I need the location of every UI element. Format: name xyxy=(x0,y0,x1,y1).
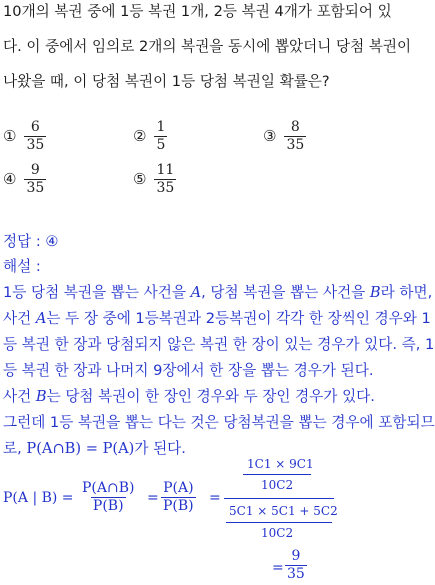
numerator: 1 xyxy=(156,119,166,135)
formula-equals: = xyxy=(147,490,159,506)
compound-den-bot: 10C2 xyxy=(261,526,294,540)
option-marker: ① xyxy=(3,127,17,146)
numerator: 9 xyxy=(30,162,40,178)
text: 사건 xyxy=(3,388,36,405)
question-line-2: 다. 이 중에서 임의로 2개의 복권을 동시에 뽑았더니 당첨 복권이 xyxy=(3,38,412,55)
compound-num-bot: 10C2 xyxy=(261,478,294,492)
option-fraction xyxy=(154,163,176,195)
denominator: 35 xyxy=(26,179,45,196)
formula-fraction-2 xyxy=(161,480,196,513)
denominator: 35 xyxy=(287,565,305,582)
text: 가 된다. xyxy=(134,440,186,457)
text: 로, xyxy=(3,440,27,457)
event-a: A xyxy=(35,310,47,327)
denominator: P(B) xyxy=(163,497,194,514)
explanation-title: 해설 : xyxy=(3,258,41,275)
compound-den-top: 5C1 × 5C1 + 5C2 xyxy=(229,504,338,518)
compound-den-bar xyxy=(226,522,332,523)
question-line-1: 10개의 복권 중에 1등 복권 1개, 2등 복권 4개가 포함되어 있 xyxy=(3,3,392,20)
numerator: 6 xyxy=(30,119,40,135)
text: 는 두 장 중에 1등복권과 2등복권이 각각 한 장씩인 경우와 1 xyxy=(46,310,431,327)
formula-lhs: P(A | B) = xyxy=(3,490,74,506)
formula-fraction-1 xyxy=(80,480,136,513)
numerator: 11 xyxy=(156,162,175,178)
compound-num-bar xyxy=(243,474,311,475)
option-marker: ⑤ xyxy=(133,170,147,189)
formula-equals-2: = xyxy=(209,490,221,506)
compound-main-bar xyxy=(224,498,334,499)
option-fraction xyxy=(154,120,167,152)
denominator: 35 xyxy=(26,136,45,153)
equation: P(A∩B) = P(A) xyxy=(26,440,135,457)
option-marker: ② xyxy=(133,127,147,146)
denominator: 35 xyxy=(286,136,305,153)
event-a: A xyxy=(190,284,202,301)
solution-line-6: 그런데 1등 복권을 뽑는 다는 것은 당첨복권을 뽑는 경우에 포함되므 xyxy=(3,414,435,431)
text: 1등 당첨 복권을 뽑는 사건을 xyxy=(3,284,191,301)
numerator: 8 xyxy=(290,119,300,135)
solution-line-2 xyxy=(3,309,431,329)
numerator: 9 xyxy=(291,548,301,564)
solution-line-4: 등 복권 한 장과 나머지 9장에서 한 장을 뽑는 경우가 된다. xyxy=(3,362,374,379)
option-fraction xyxy=(24,163,46,195)
text: 는 당첨 복권이 한 장인 경우와 두 장인 경우가 있다. xyxy=(46,388,375,405)
text: , 당첨 복권을 뽑는 사건을 xyxy=(201,284,370,301)
solution-line-7 xyxy=(3,439,186,459)
option-marker: ③ xyxy=(263,127,277,146)
event-b: B xyxy=(35,388,47,405)
option-2[interactable] xyxy=(133,120,167,152)
option-marker: ④ xyxy=(3,170,17,189)
answer-label: 정답 : ④ xyxy=(3,233,59,250)
solution-line-5 xyxy=(3,387,375,407)
denominator: 35 xyxy=(156,179,175,196)
text: 사건 xyxy=(3,310,36,327)
option-fraction xyxy=(24,120,46,152)
option-fraction xyxy=(284,120,306,152)
text: 라 하면, xyxy=(380,284,433,301)
option-5[interactable] xyxy=(133,163,176,195)
event-b: B xyxy=(369,284,381,301)
option-3[interactable] xyxy=(263,120,306,152)
denominator: P(B) xyxy=(92,497,124,514)
numerator: P(A) xyxy=(163,480,194,496)
numerator: P(A∩B) xyxy=(82,480,135,496)
compound-num-top: 1C1 × 9C1 xyxy=(247,457,314,471)
result-equals: = xyxy=(272,560,284,576)
option-1[interactable] xyxy=(3,120,46,152)
solution-line-1 xyxy=(3,283,432,303)
question-line-3: 나왔을 때, 이 당첨 복권이 1등 당첨 복권일 확률은? xyxy=(3,73,330,90)
solution-line-3: 등 복권 한 장과 당첨되지 않은 복권 한 장이 있는 경우가 있다. 즉, 1 xyxy=(3,336,435,353)
option-4[interactable] xyxy=(3,163,46,195)
result-fraction xyxy=(285,548,307,581)
denominator: 5 xyxy=(156,136,166,153)
